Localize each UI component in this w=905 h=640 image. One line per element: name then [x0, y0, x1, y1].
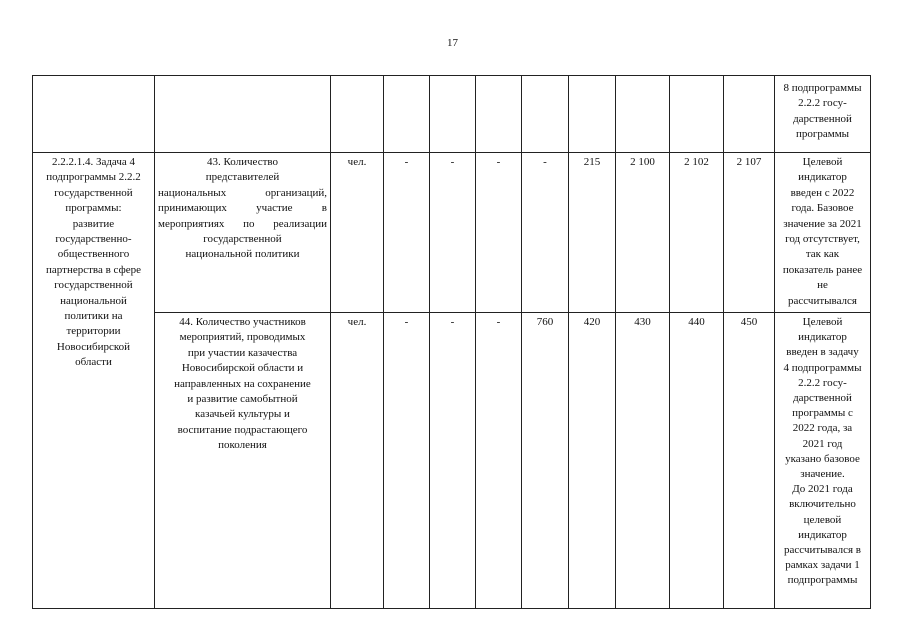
note-line: года. Базовое [791, 202, 854, 215]
value-cell: 430 [616, 313, 670, 609]
note-cell [775, 153, 871, 313]
indicator-line: и развитие самобытной [187, 393, 298, 406]
empty-cell [384, 76, 430, 153]
note-line: подпрограммы [787, 574, 858, 587]
task-line: 2.2.2.1.4. Задача 4 [51, 156, 136, 168]
indicator-line: направленных на сохранение [174, 377, 311, 390]
task-line: национальной [60, 294, 127, 307]
note-line: 2.2.2 госу- [798, 376, 847, 389]
note-line: индикатор [798, 331, 847, 344]
note-line: значение за 2021 [783, 217, 862, 230]
value-cell: 440 [670, 313, 724, 609]
note-line: индикатор [798, 171, 847, 184]
value-cell: - [430, 313, 476, 609]
value-cell: - [476, 313, 522, 609]
empty-cell [724, 76, 775, 153]
indicator-line: 43. Количество [206, 156, 279, 168]
note-line: рассчитывался [787, 294, 857, 307]
value-cell: 215 [569, 153, 616, 313]
continuation-note-cell [775, 76, 871, 153]
value-cell: - [430, 153, 476, 313]
task-cell [33, 153, 155, 609]
empty-cell [670, 76, 724, 153]
empty-cell [430, 76, 476, 153]
note-line: рамках задачи 1 [785, 559, 860, 572]
note-line: год отсутствует, [785, 233, 860, 246]
note-line: Целевой [802, 316, 843, 328]
indicator-line: государственной [203, 233, 282, 246]
task-line: общественного [57, 248, 130, 261]
note-line: введен с 2022 [790, 186, 855, 199]
indicator-row-43 [33, 153, 871, 313]
indicator-line: мероприятий, проводимых [179, 331, 306, 344]
note-line: Целевой [802, 156, 843, 168]
indicator-name-cell [155, 313, 331, 609]
indicator-line: воспитание подрастающего [177, 423, 308, 436]
indicator-line: Новосибирской области и [181, 362, 304, 375]
task-line: государственной [54, 279, 133, 292]
note-line: целевой [803, 513, 842, 526]
note-line: 2.2.2 госу- [798, 97, 847, 110]
note-line: включительно [789, 498, 856, 511]
indicator-line: казачьей культуры и [195, 408, 290, 421]
note-line: программы с [792, 407, 853, 420]
value-cell: - [384, 313, 430, 609]
note-line: 4 подпрограммы [783, 361, 862, 374]
note-line: не [817, 279, 828, 292]
unit-cell: чел. [331, 153, 384, 313]
task-line: государственной [54, 186, 133, 199]
note-line: указано базовое [785, 452, 860, 465]
task-line: партнерства в сфере [46, 263, 141, 276]
task-line: политики на [64, 310, 123, 323]
empty-cell [522, 76, 569, 153]
task-line: территории [66, 325, 121, 338]
value-cell: 420 [569, 313, 616, 609]
value-cell: 450 [724, 313, 775, 609]
indicator-line: мероприятиях по реализации [158, 217, 327, 230]
task-line: программы: [65, 202, 122, 215]
value-cell: - [522, 153, 569, 313]
value-cell: 2 100 [616, 153, 670, 313]
empty-cell [155, 76, 331, 153]
continuation-row [33, 76, 871, 153]
note-line: дарственной [793, 392, 852, 405]
note-line: 8 подпрограммы [783, 82, 862, 94]
note-line: рассчитывался в [784, 544, 861, 557]
value-cell: 760 [522, 313, 569, 609]
task-line: подпрограммы 2.2.2 [46, 171, 141, 184]
task-line: области [75, 356, 112, 369]
note-line: дарственной [793, 112, 852, 125]
indicator-line: принимающих участие в [158, 202, 327, 215]
empty-cell [616, 76, 670, 153]
empty-cell [33, 76, 155, 153]
indicator-row-44 [33, 313, 871, 609]
indicator-line: поколения [218, 439, 267, 452]
indicator-line: 44. Количество участников [179, 316, 306, 328]
task-line: Новосибирской [56, 340, 131, 353]
indicator-line: при участии казачества [187, 346, 298, 359]
note-line: показатель ранее [782, 263, 863, 276]
indicator-line: национальных организаций, [158, 186, 327, 199]
task-line: развитие [72, 217, 115, 230]
note-line: До 2021 года [792, 483, 853, 496]
empty-cell [331, 76, 384, 153]
value-cell: - [384, 153, 430, 313]
note-line: введен в задачу [786, 346, 859, 359]
value-cell: - [476, 153, 522, 313]
indicators-table [32, 75, 871, 609]
indicator-name-cell [155, 153, 331, 313]
value-cell: 2 107 [724, 153, 775, 313]
note-line: 2021 год [802, 437, 843, 450]
note-cell [775, 313, 871, 609]
task-line: государственно- [55, 233, 132, 246]
note-line: значение. [800, 468, 845, 481]
unit-cell: чел. [331, 313, 384, 609]
indicator-line: представителей [205, 171, 280, 184]
empty-cell [476, 76, 522, 153]
page-number: 17 [447, 37, 458, 49]
indicator-line: национальной политики [185, 248, 300, 261]
note-line: программы [795, 128, 850, 141]
empty-cell [569, 76, 616, 153]
value-cell: 2 102 [670, 153, 724, 313]
note-line: 2022 года, за [792, 422, 853, 435]
note-line: так как [805, 248, 840, 261]
note-line: индикатор [798, 528, 847, 541]
